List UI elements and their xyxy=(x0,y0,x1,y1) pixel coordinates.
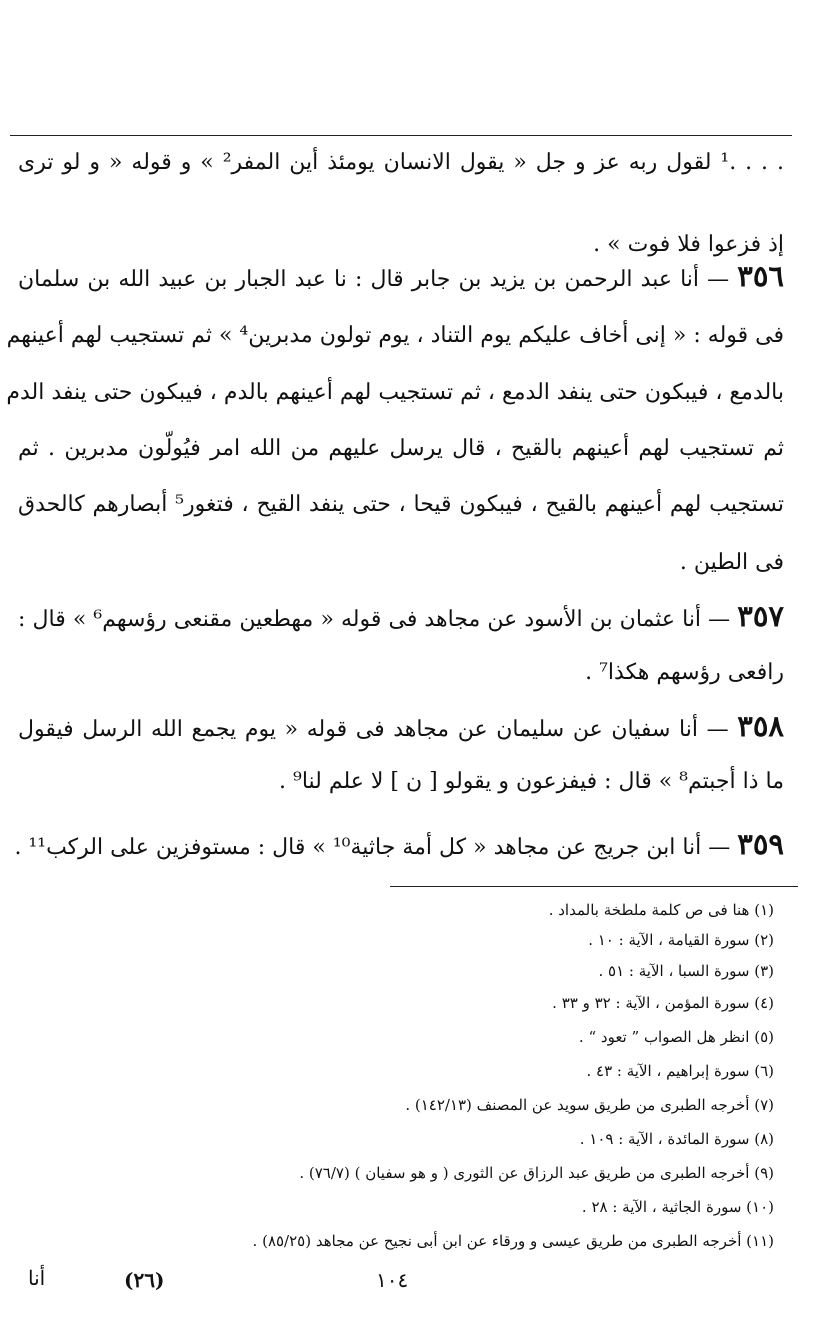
top-rule xyxy=(10,135,792,136)
entry-356-line-4: ثم تستجيب لهم أعينهم بالقيح ، قال يرسل عليهم من الله امر فيُولّون مدبرين . ثم xyxy=(18,436,784,461)
footnote-10: (١٠) سورة الجاثية ، الآية : ٢٨ . xyxy=(581,1198,774,1216)
footnote-3: (٣) سورة السبا ، الآية : ٥١ . xyxy=(598,962,774,980)
entry-358-line-1: ٣٥٨ — أنا سفيان عن سليمان عن مجاهد فى قوله « يوم يجمع الله الرسل فيقول xyxy=(18,709,784,743)
footnote-5: (٥) انظر هل الصواب ” تعود “ . xyxy=(578,1028,774,1046)
footnote-4: (٤) سورة المؤمن ، الآية : ٣٢ و ٣٣ . xyxy=(552,994,774,1012)
text-line-2: إذ فزعوا فلا فوت » . xyxy=(593,232,784,257)
entry-number: ٣٥٨ xyxy=(737,709,784,743)
signature-mark: (٢٦) xyxy=(124,1268,165,1292)
footnote-8: (٨) سورة المائدة ، الآية : ١٠٩ . xyxy=(579,1130,774,1148)
entry-357-line-2: رافعى رؤسهم هكذا⁷ . xyxy=(585,660,784,685)
entry-356-line-3: بالدمع ، فيبكون حتى ينفد الدمع ، ثم تستجيب لهم أعينهم بالدم ، فيبكون حتى ينفد الدم xyxy=(6,380,784,405)
text-line-1: . . . .¹ لقول ربه عز و جل « يقول الانسان يومئذ أين المفر² » و قوله « و لو ترى xyxy=(18,150,784,175)
entry-358-line-2: ما ذا أجبتم⁸ » قال : فيفزعون و يقولو [ ن ] لا علم لنا⁹ . xyxy=(278,769,784,794)
catchword: أنا xyxy=(28,1266,46,1290)
entry-356-line-6: فى الطين . xyxy=(679,550,784,575)
entry-359-line-1: ٣٥٩ — أنا ابن جريج عن مجاهد « كل أمة جاثية¹⁰ » قال : مستوفزين على الركب¹¹ . xyxy=(14,827,784,861)
page-number: ١٠٤ xyxy=(376,1268,409,1292)
entry-number: ٣٥٩ xyxy=(737,827,784,861)
entry-356-line-2: فى قوله : « إنى أخاف عليكم يوم التناد ، يوم تولون مدبرين⁴ » ثم تستجيب لهم أعينهم xyxy=(6,323,784,348)
footnote-9: (٩) أخرجه الطبرى من طريق عبد الرزاق عن الثورى ( و هو سفيان ) (٧٦/٧) . xyxy=(299,1164,774,1182)
entry-356-line-1: ٣٥٦ — أنا عبد الرحمن بن يزيد بن جابر قال : نا عبد الجبار بن عبيد الله بن سلمان xyxy=(18,259,784,293)
footnote-6: (٦) سورة إبراهيم ، الآية : ٤٣ . xyxy=(586,1062,774,1080)
footnote-11: (١١) أخرجه الطبرى من طريق عيسى و ورقاء عن ابن أبى نجيح عن مجاهد (٨٥/٢٥) . xyxy=(252,1232,774,1250)
footnote-1: (١) هنا فى ص كلمة ملطخة بالمداد . xyxy=(548,901,774,919)
footnote-7: (٧) أخرجه الطبرى من طريق سويد عن المصنف (١٤٢/١٣) . xyxy=(405,1096,774,1114)
entry-356-line-5: تستجيب لهم أعينهم بالقيح ، فيبكون قيحا ، حتى ينفد القيح ، فتغور⁵ أبصارهم كالحدق xyxy=(18,492,784,517)
entry-357-line-1: ٣٥٧ — أنا عثمان بن الأسود عن مجاهد فى قوله « مهطعين مقنعى رؤسهم⁶ » قال : xyxy=(18,599,784,633)
entry-number: ٣٥٦ xyxy=(737,259,784,293)
entry-number: ٣٥٧ xyxy=(737,599,784,633)
footnote-2: (٢) سورة القيامة ، الآية : ١٠ . xyxy=(588,931,774,949)
footnote-rule xyxy=(390,886,798,887)
